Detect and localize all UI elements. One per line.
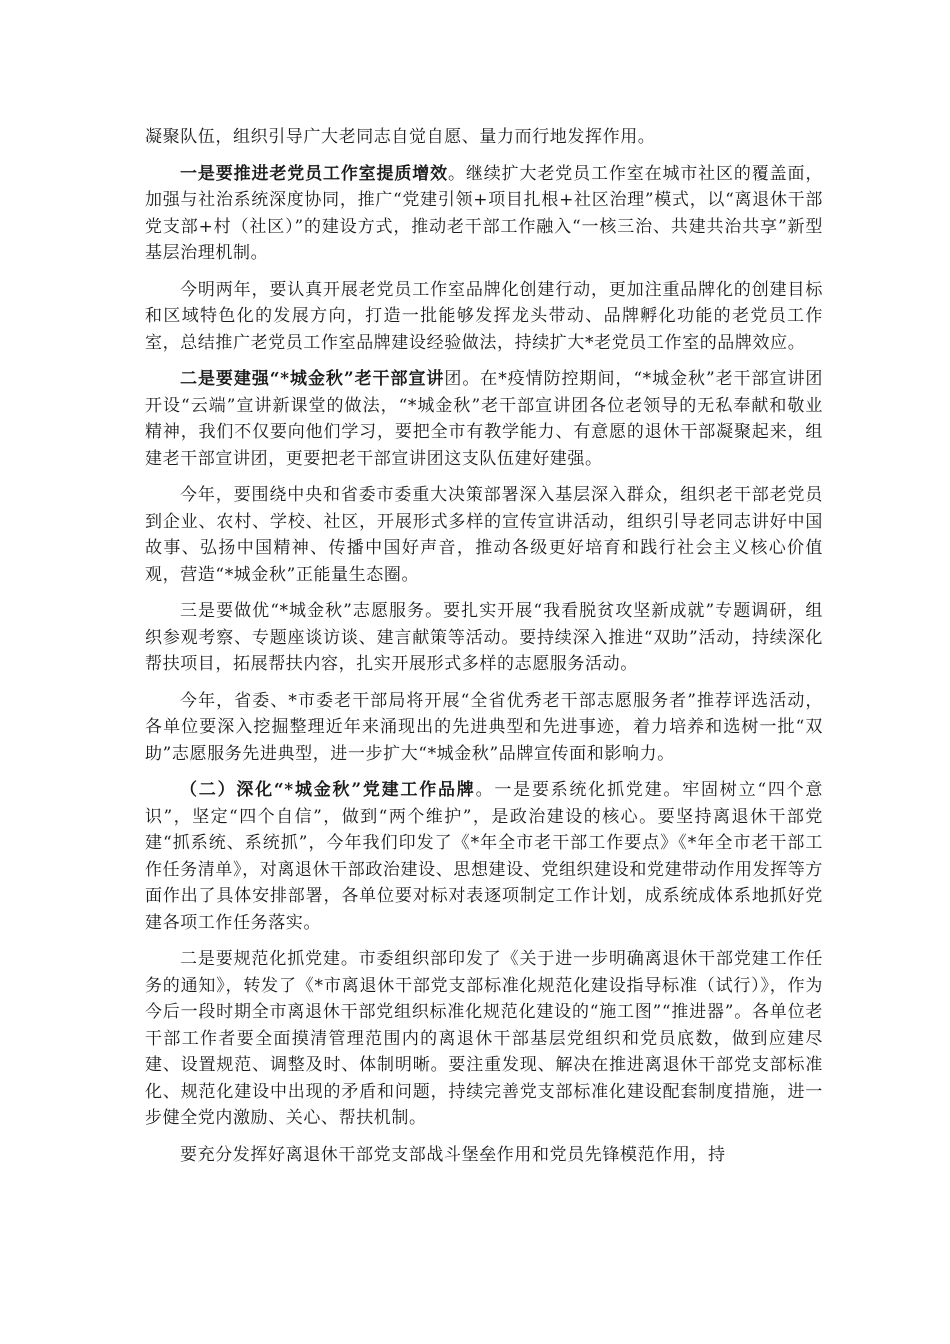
paragraph-6 <box>145 598 823 678</box>
paragraph-8 <box>145 777 823 936</box>
paragraph-text: 今年，要围绕中央和省委市委重大决策部署深入基层深入群众，组织老干部老党员到企业、农村、学校、社区，开展形式多样的宣传宣讲活动，组织引导老同志讲好中国故事、弘扬中国精神、传播中国好声音，推动各级更好培育和践行社会主义核心价值观，营造“*城金秋”正能量生态圈。 <box>145 485 823 585</box>
paragraph-lead: 一是要推进老党员工作室提质增效 <box>180 163 449 184</box>
document-page <box>145 124 823 1168</box>
paragraph-lead: （二）深化“*城金秋”党建工作品牌 <box>180 780 476 800</box>
paragraph-3 <box>145 277 823 357</box>
paragraph-text: 今年，省委、*市委老干部局将开展“全省优秀老干部志愿服务者”推荐评选活动，各单位要深入挖掘整理近年来涌现出的先进典型和先进事迹，着力培养和选树一批“双助”志愿服务先进典型，进一步扩大“*城金秋”品牌宣传面和影响力。 <box>145 690 823 764</box>
paragraph-2 <box>145 161 823 267</box>
paragraph-7 <box>145 688 823 768</box>
paragraph-10 <box>145 1142 823 1169</box>
paragraph-gap <box>145 767 823 777</box>
paragraph-text: 。一是要系统化抓党建。牢固树立“四个意识”，坚定“四个自信”，做到“两个维护”，是政治建设的核心。要坚持离退休干部党建“抓系统、系统抓”，今年我们印发了《*年全市老干部工作要点》《*年全市老干部工作任务清单》，对离退休干部政治建设、思想建设、党组织建设和党建带动作用发挥等方面作出了具体安排部署，各单位要对标对表逐项制定工作计划，成系统成体系地抓好党建各项工作任务落实。 <box>145 780 823 933</box>
paragraph-gap <box>145 588 823 598</box>
paragraph-gap <box>145 151 823 161</box>
paragraph-text: 凝聚队伍，组织引导广大老同志自觉自愿、量力而行地发挥作用。 <box>145 127 656 147</box>
paragraph-gap <box>145 936 823 946</box>
paragraph-text: 二是要规范化抓党建。市委组织部印发了《关于进一步明确离退休干部党建工作任务的通知》，转发了《*市离退休干部党支部标准化规范化建设指导标准（试行）》，作为今后一段时期全市离退休干部党组织标准化规范化建设的“施工图”“推进器”。各单位老干部工作者要全面摸清管理范围内的离退休干部基层党组织和党员底数，做到应建尽建、设置规范、调整及时、体制明晰。要注重发现、解决在推进离退休干部党支部标准化、规范化建设中出现的矛盾和问题，持续完善党支部标准化建设配套制度措施，进一步健全党内激励、关心、帮扶机制。 <box>145 949 823 1128</box>
paragraph-5 <box>145 482 823 588</box>
paragraph-lead: 二是要建强“*城金秋”老干部宣讲 <box>180 369 445 389</box>
paragraph-4 <box>145 366 823 472</box>
paragraph-gap <box>145 356 823 366</box>
paragraph-text: 。继续扩大老党员工作室在城市社区的覆盖面，加强与社治系统深度协同，推广“党建引领+项目扎根+社区治理”模式，以“离退休干部党支部+村（社区）”的建设方式，推动老干部工作融入“一核三治、共建共治共享”新型基层治理机制。 <box>145 163 823 263</box>
paragraph-gap <box>145 1132 823 1142</box>
paragraph-gap <box>145 472 823 482</box>
paragraph-text: 三是要做优“*城金秋”志愿服务。要扎实开展“我看脱贫攻坚新成就”专题调研，组织参观考察、专题座谈访谈、建言献策等活动。要持续深入推进“双助”活动，持续深化帮扶项目，拓展帮扶内容，扎实开展形式多样的志愿服务活动。 <box>145 601 823 674</box>
paragraph-text: 今明两年，要认真开展老党员工作室品牌化创建行动，更加注重品牌化的创建目标和区域特色化的发展方向，打造一批能够发挥龙头带动、品牌孵化功能的老党员工作室，总结推广老党员工作室品牌建设经验做法，持续扩大*老党员工作室的品牌效应。 <box>145 279 823 353</box>
paragraph-gap <box>145 267 823 277</box>
paragraph-1 <box>145 124 823 151</box>
paragraph-9 <box>145 946 823 1132</box>
paragraph-text: 要充分发挥好离退休干部党支部战斗堡垒作用和党员先锋模范作用，持 <box>180 1144 726 1165</box>
paragraph-gap <box>145 678 823 688</box>
paragraph-text: 团。在*疫情防控期间，“*城金秋”老干部宣讲团开设“云端”宣讲新课堂的做法，“*城金秋”老干部宣讲团各位老领导的无私奉献和敬业精神，我们不仅要向他们学习，要把全市有教学能力、有意愿的退休干部凝聚起来，组建老干部宣讲团，更要把老干部宣讲团这支队伍建好建强。 <box>145 369 824 469</box>
